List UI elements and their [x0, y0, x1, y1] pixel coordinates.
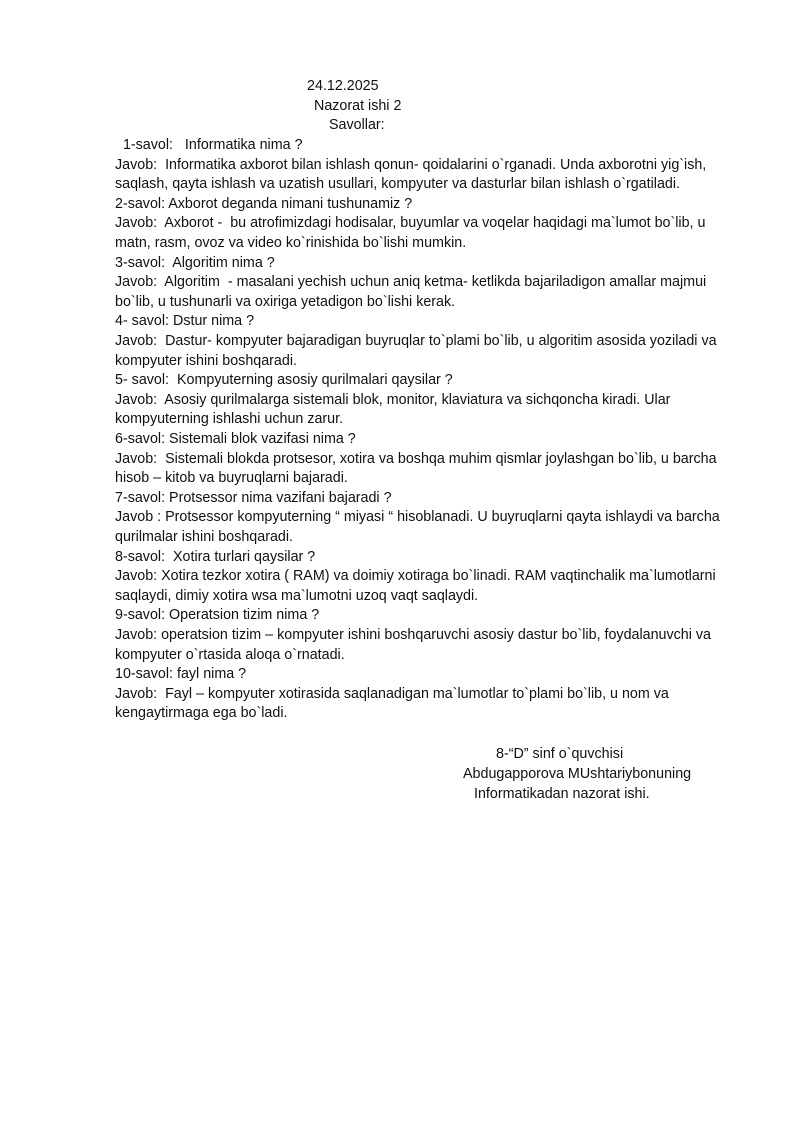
signature-class-line: 8-“D” sinf o`quvchisi — [496, 746, 624, 762]
text-line: Javob: Sistemali blokda protsesor, xotira va boshqa muhim qismlar joylashgan bo`lib, u barcha — [115, 450, 717, 467]
text-line: 4- savol: Dstur nima ? — [115, 313, 255, 330]
signature-name-line: Abdugapporova MUshtariybonuning — [463, 766, 692, 782]
text-line: 6-savol: Sistemali blok vazifasi nima ? — [115, 431, 356, 447]
text-line: bo`lib, u tushunarli va oxiriga yetadigon bo`lishi kerak. — [115, 293, 456, 310]
text-line: Javob : Protsessor kompyuterning “ miyasi “ hisoblanadi. U buyruqlarni qayta ishlaydi va barcha — [115, 509, 720, 526]
text-line: saqlash, qayta ishlash va uzatish usullari, kompyuter va dasturlar bilan ishlash o`rgatiladi. — [115, 176, 681, 193]
text-line: Javob: Xotira tezkor xotira ( RAM) va doimiy xotiraga bo`linadi. RAM vaqtinchalik ma`lumotlarni — [115, 568, 716, 585]
text-line: Javob: operatsion tizim – kompyuter ishini boshqaruvchi asosiy dastur bo`lib, foydalanuvchi va — [115, 627, 712, 643]
text-line: 9-savol: Operatsion tizim nima ? — [115, 607, 320, 624]
document-date: 24.12.2025 — [307, 78, 379, 94]
text-line: 3-savol: Algoritim nima ? — [115, 254, 275, 271]
text-line: Javob: Asosiy qurilmalarga sistemali blok, monitor, klaviatura va sichqoncha kiradi. Ular — [115, 391, 671, 408]
text-line: 8-savol: Xotira turlari qaysilar ? — [115, 548, 316, 565]
text-line: hisob – kitob va buyruqlarni bajaradi. — [115, 470, 348, 487]
text-line: qurilmalar ishini boshqaradi. — [115, 529, 294, 545]
text-line: kompyuterning ishlashi uchun zarur. — [115, 411, 344, 428]
text-line: 5- savol: Kompyuterning asosiy qurilmalari qaysilar ? — [115, 372, 453, 389]
text-line: Javob: Algoritim - masalani yechish uchun aniq ketma- ketlikda bajariladigon amallar majmui — [115, 274, 707, 291]
text-line: 2-savol: Axborot deganda nimani tushunamiz ? — [115, 195, 413, 212]
text-line: matn, rasm, ovoz va video ko`rinishida bo`lishi mumkin. — [115, 235, 467, 251]
signature-work-line: Informatikadan nazorat ishi. — [474, 786, 650, 802]
text-line: kompyuter ishini boshqaradi. — [115, 352, 297, 369]
text-line: 7-savol: Protsessor nima vazifani bajaradi ? — [115, 489, 392, 506]
text-line: kengaytirmaga ega bo`ladi. — [115, 705, 288, 722]
text-line: 1-savol: Informatika nima ? — [115, 137, 303, 153]
text-line: kompyuter o`rtasida aloqa o`rnatadi. — [115, 646, 345, 663]
text-line: Javob: Fayl – kompyuter xotirasida saqlanadigan ma`lumotlar to`plami bo`lib, u nom va — [115, 685, 669, 702]
document-subtitle: Savollar: — [329, 117, 385, 133]
document-title: Nazorat ishi 2 — [314, 98, 402, 114]
text-line: saqlaydi, dimiy xotira wsa ma`lumotni uzoq vaqt saqlaydi. — [115, 587, 479, 604]
text-line: Javob: Axborot - bu atrofimizdagi hodisalar, buyumlar va voqelar haqidagi ma`lumot bo`lib, u — [115, 215, 706, 232]
text-line: Javob: Dastur- kompyuter bajaradigan buyruqlar to`plami bo`lib, u algoritim asosida yoziladi va — [115, 333, 717, 349]
text-line: Javob: Informatika axborot bilan ishlash qonun- qoidalarini o`rganadi. Unda axborotni yig`ish, — [115, 156, 707, 173]
text-line: 10-savol: fayl nima ? — [115, 666, 247, 683]
